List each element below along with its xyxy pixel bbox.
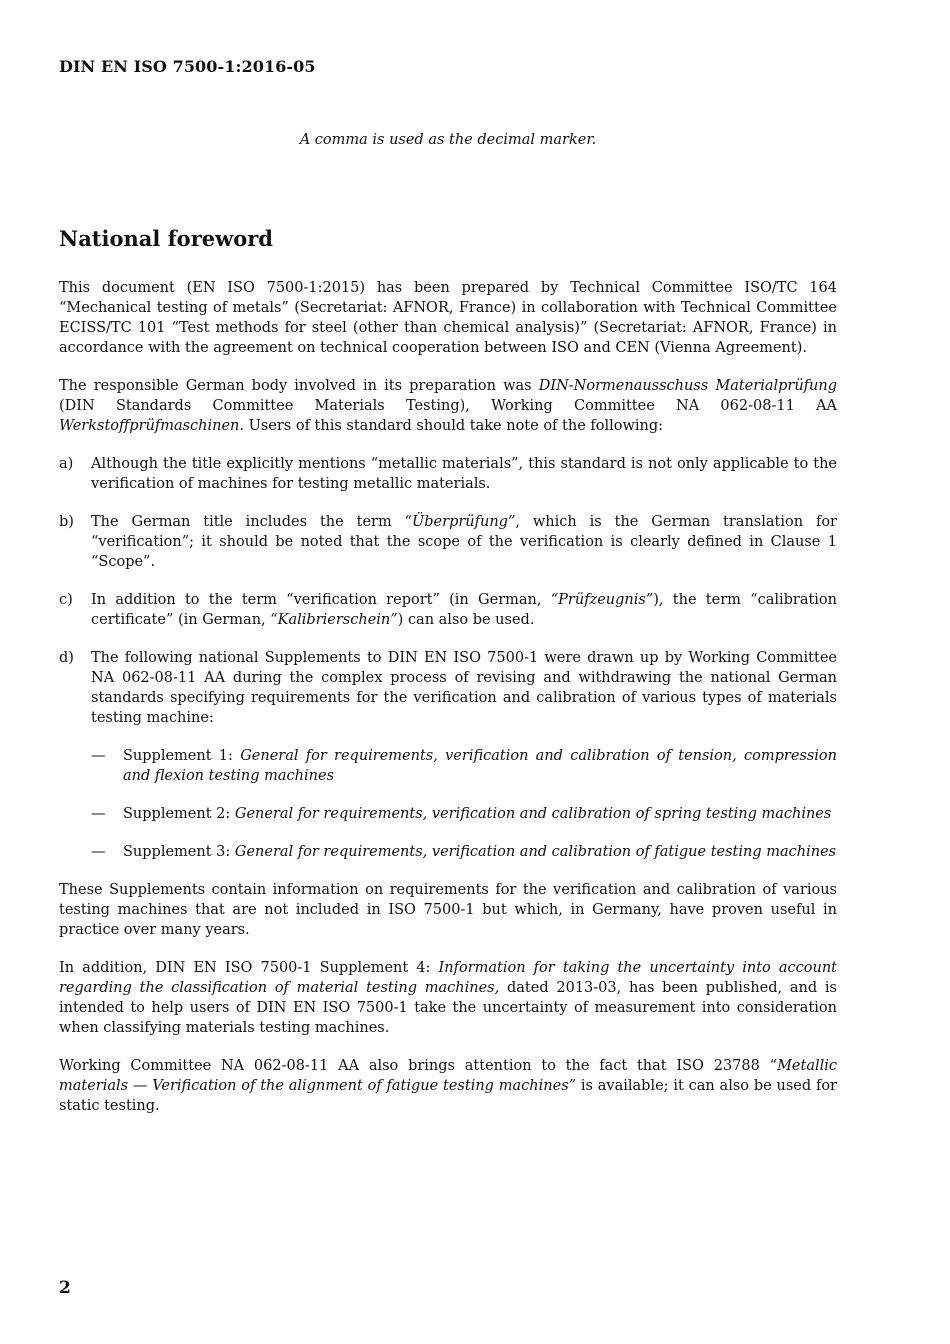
supplement-item-1 <box>91 746 837 786</box>
paragraph-supplements-info: These Supplements contain information on requirements for the verification and calibration of various testing machines that are not included in ISO 7500-1 but which, in Germany, have proven useful in practice over many years. <box>59 882 837 938</box>
list-item-text: The German title includes the term “Überprüfung”, which is the German translation for “verification”; it should be noted that the scope of the verification is clearly defined in Clause 1 “Scope”. <box>91 514 837 570</box>
document-identifier: DIN EN ISO 7500-1:2016-05 <box>59 57 316 76</box>
paragraph-iso-23788: Working Committee NA 062-08-11 AA also brings attention to the fact that ISO 23788 “Metallic materials — Verification of the alignment of fatigue testing machines” is available; it can also be used for static testing. <box>59 1058 837 1114</box>
supplement-text: Supplement 2: General for requirements, verification and calibration of spring testing machines <box>123 806 832 822</box>
list-item-c <box>59 590 837 630</box>
list-marker: c) <box>59 592 73 608</box>
list-marker: a) <box>59 456 74 472</box>
paragraph-supplement-4: In addition, DIN EN ISO 7500-1 Supplement 4: Information for taking the uncertainty into account regarding the classification of material testing machines, dated 2013-03, has been published, and is intended to help users of DIN EN ISO 7500-1 take the uncertainty of measurement into consideration when classifying materials testing machines. <box>59 960 837 1036</box>
list-marker: d) <box>59 650 74 666</box>
list-item-text: In addition to the term “verification report” (in German, “Prüfzeugnis”), the term “calibration certificate” (in German, “Kalibrierschein”) can also be used. <box>91 592 838 628</box>
list-item-b <box>59 512 837 572</box>
dash-marker: — <box>91 806 106 822</box>
dash-marker: — <box>91 748 106 764</box>
list-item-text: Although the title explicitly mentions “metallic materials”, this standard is not only applicable to the verification of machines for testing metallic materials. <box>91 456 837 492</box>
dash-marker: — <box>91 844 106 860</box>
list-marker: b) <box>59 514 74 530</box>
paragraph-committee: This document (EN ISO 7500-1:2015) has been prepared by Technical Committee ISO/TC 164 “Mechanical testing of metals” (Secretariat: AFNOR, France) in collaboration with Technical Committee ECISS/TC 101 “Test methods for steel (other than chemical analysis)” (Secretariat: AFNOR, France) in accordance with the agreement on technical cooperation between ISO and CEN (Vienna Agreement). <box>59 280 837 356</box>
list-item-d <box>59 648 837 728</box>
section-title: National foreword <box>59 226 273 251</box>
decimal-marker-note: A comma is used as the decimal marker. <box>299 132 597 148</box>
supplement-text: Supplement 1: General for requirements, verification and calibration of tension, compression and flexion testing machines <box>123 748 837 784</box>
list-item-text: The following national Supplements to DIN EN ISO 7500-1 were drawn up by Working Committee NA 062-08-11 AA during the complex process of revising and withdrawing the national German standards specifying requirements for the verification and calibration of various types of materials testing machine: <box>91 650 837 726</box>
page-number: 2 <box>59 1278 71 1298</box>
paragraph-german-body: The responsible German body involved in its preparation was DIN-Normenausschuss Materialprüfung (DIN Standards Committee Materials Testing), Working Committee NA 062-08-11 AA Werkstoffprüfmaschinen. Users of this standard should take note of the following: <box>59 378 837 434</box>
supplement-text: Supplement 3: General for requirements, verification and calibration of fatigue testing machines <box>123 844 837 860</box>
foreword-body <box>59 278 837 1134</box>
supplement-item-3 <box>91 842 837 862</box>
list-item-a <box>59 454 837 494</box>
supplement-item-2 <box>91 804 837 824</box>
